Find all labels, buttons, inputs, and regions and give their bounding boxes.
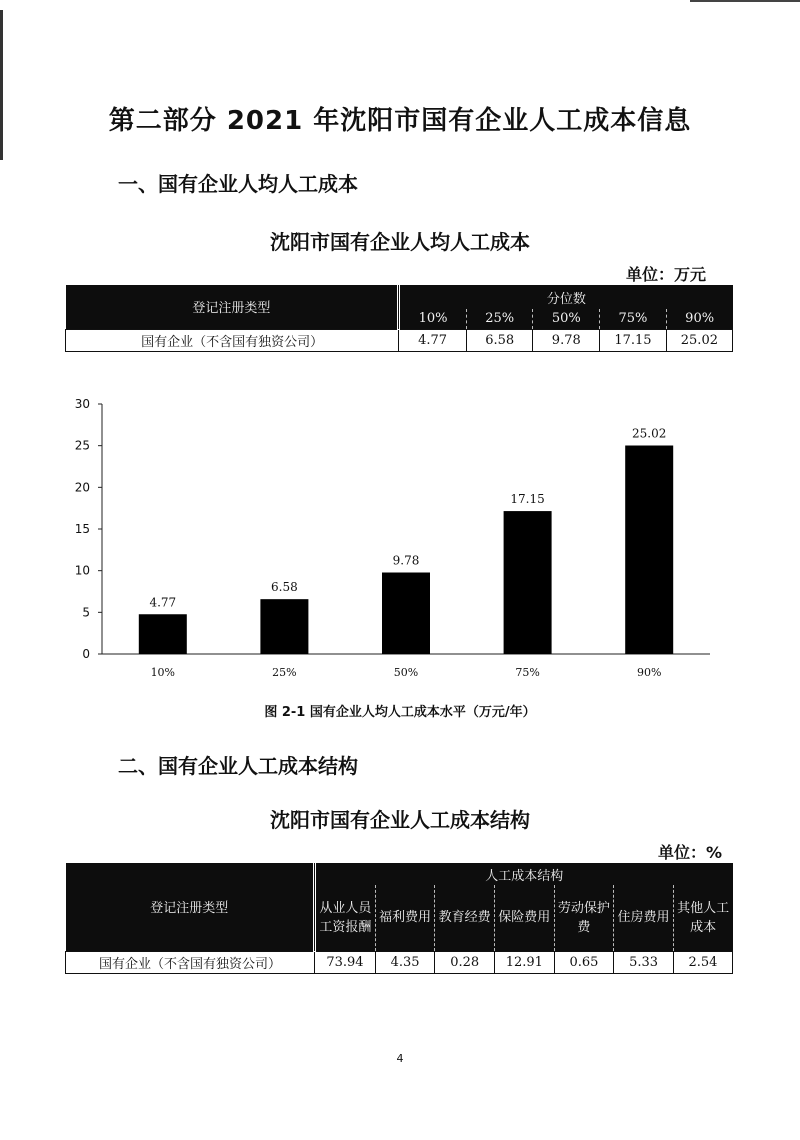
col-wages: 从业人员工资报酬	[315, 885, 376, 951]
pct-header-10: 10%	[399, 309, 467, 329]
bar	[625, 446, 673, 655]
structure-row-label: 国有企业（不含国有独资公司）	[66, 951, 315, 973]
percentile-group-header: 分位数	[399, 285, 733, 309]
section2-table-title: 沈阳市国有企业人工成本结构	[270, 808, 530, 832]
page-title: 第二部分 2021 年沈阳市国有企业人工成本信息	[108, 106, 692, 136]
y-tick-label: 5	[82, 605, 90, 620]
structure-col-type-header: 登记注册类型	[66, 863, 315, 951]
structure-group-header: 人工成本结构	[315, 863, 733, 885]
x-tick-label: 25%	[272, 666, 297, 679]
structure-value-labor-protection: 0.65	[554, 951, 614, 973]
row-label: 国有企业（不含国有独资公司）	[66, 329, 399, 351]
section1-unit: 单位：万元	[626, 265, 707, 284]
structure-value-wages: 73.94	[315, 951, 376, 973]
col-welfare: 福利费用	[375, 885, 435, 951]
value-90: 25.02	[666, 329, 732, 351]
section1-table-title: 沈阳市国有企业人均人工成本	[270, 230, 530, 254]
bar-value-label: 17.15	[510, 492, 545, 507]
y-tick-label: 25	[74, 438, 90, 453]
value-50: 9.78	[533, 329, 600, 351]
y-tick-label: 0	[82, 647, 90, 661]
col-labor-protection: 劳动保护费	[554, 885, 614, 951]
col-insurance: 保险费用	[494, 885, 554, 951]
bar	[139, 614, 187, 654]
y-tick-label: 20	[74, 480, 90, 495]
value-25: 6.58	[466, 329, 533, 351]
structure-value-other: 2.54	[673, 951, 732, 973]
scan-edge-left	[0, 10, 3, 160]
pct-header-25: 25%	[466, 309, 533, 329]
bar	[504, 511, 552, 654]
bar-value-label: 9.78	[392, 553, 420, 568]
bar-value-label: 25.02	[632, 426, 667, 441]
y-tick-label: 10	[74, 563, 90, 578]
col-other: 其他人工成本	[673, 885, 732, 951]
section1-heading: 一、国有企业人均人工成本	[118, 172, 358, 196]
structure-value-welfare: 4.35	[375, 951, 435, 973]
section2-unit: 单位：%	[658, 843, 723, 862]
x-tick-label: 75%	[515, 666, 540, 679]
per-capita-cost-table	[65, 285, 733, 352]
bar	[260, 599, 308, 654]
y-tick-label: 15	[74, 522, 90, 536]
x-tick-label: 50%	[393, 666, 419, 679]
scan-edge-top	[690, 0, 800, 2]
bar-value-label: 4.77	[149, 595, 177, 610]
structure-value-insurance: 12.91	[494, 951, 554, 973]
col-education: 教育经费	[435, 885, 495, 951]
value-10: 4.77	[399, 329, 467, 351]
x-tick-label: 90%	[636, 666, 662, 679]
y-tick-label: 30	[74, 397, 90, 411]
bar-value-label: 6.58	[271, 580, 298, 595]
value-75: 17.15	[600, 329, 667, 351]
col-housing: 住房费用	[614, 885, 674, 951]
cost-structure-table	[65, 863, 733, 974]
section2-heading: 二、国有企业人工成本结构	[118, 754, 358, 778]
chart-caption: 图 2-1 国有企业人均人工成本水平（万元/年）	[264, 705, 536, 720]
pct-header-75: 75%	[600, 309, 667, 329]
pct-header-90: 90%	[666, 309, 732, 329]
col-type-header: 登记注册类型	[66, 285, 399, 329]
x-tick-label: 10%	[150, 666, 176, 679]
structure-value-housing: 5.33	[614, 951, 674, 973]
bar	[382, 573, 430, 655]
per-capita-cost-chart	[60, 392, 740, 692]
pct-header-50: 50%	[533, 309, 600, 329]
structure-value-education: 0.28	[435, 951, 495, 973]
page-number: 4	[396, 1052, 404, 1065]
